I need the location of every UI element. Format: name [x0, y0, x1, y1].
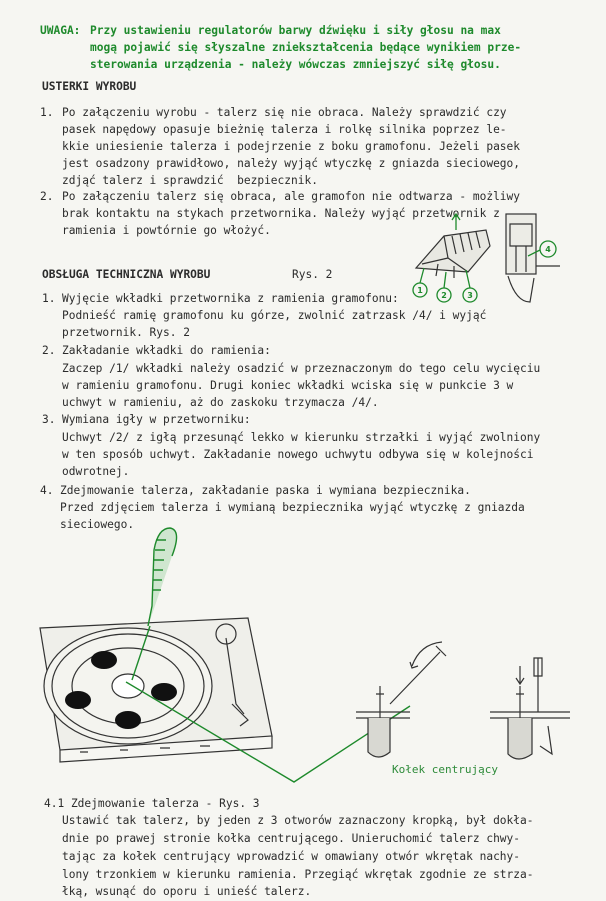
step-3-line: odwrotnej.	[62, 465, 130, 478]
step-3-line: Uchwyt /2/ z igłą przesunąć lekko w kierunku strzałki i wyjąć zwolniony	[62, 431, 541, 444]
defect-2-line: Po załączeniu talerz się obraca, ale gramofon nie odtwarza - możliwy	[62, 190, 521, 203]
step-1-title: Wyjęcie wkładki przetwornika z ramienia gramofonu:	[62, 292, 399, 305]
step-4-title: Zdejmowanie talerza, zakładanie paska i wymiana bezpiecznika.	[60, 484, 471, 497]
section-4-1-line: Ustawić tak talerz, by jeden z 3 otworów zaznaczony kropką, był dokła-	[62, 814, 534, 827]
step-2-num: 2.	[42, 344, 56, 357]
defect-1-line: jest osadzony prawidłowo, należy wyjąć wtyczkę z gniazda sieciowego,	[62, 157, 521, 170]
section-4-1-line: dnie po prawej stronie kołka centrującego. Unieruchomić talerz chwy-	[62, 832, 521, 845]
step-4-line: sieciowego.	[60, 518, 135, 531]
step-4-line: Przed zdjęciem talerza i wymianą bezpiecznika wyjąć wtyczkę z gniazda	[60, 501, 525, 514]
defect-1-line: pasek napędowy opasuje bieżnię talerza i rolkę silnika poprzez le-	[62, 123, 507, 136]
defect-2-line: brak kontaktu na stykach przetwornika. Należy wyjąć przetwornik z	[62, 207, 500, 220]
step-1-num: 1.	[42, 292, 56, 305]
section-4-1-line: łką, wsunąć do oporu i unieść talerz.	[62, 885, 312, 898]
maintenance-heading: OBSŁUGA TECHNICZNA WYROBU	[42, 268, 211, 281]
warning-label: UWAGA:	[40, 24, 81, 37]
turntable-illustration	[0, 526, 606, 796]
figure-2-reference: Rys. 2	[292, 268, 333, 281]
step-3-line: w ten sposób uchwyt. Zakładanie nowego uchwytu odbywa się w kolejności	[62, 448, 534, 461]
warning-line-1: Przy ustawieniu regulatorów barwy dźwięku i siły głosu na max	[90, 24, 501, 37]
step-1-line: przetwornik. Rys. 2	[62, 326, 190, 339]
step-2-line: Zaczep /1/ wkładki należy osadzić w przeznaczonym do tego celu wycięciu	[62, 362, 541, 375]
defect-2-num: 2.	[40, 190, 54, 203]
cartridge-illustration	[408, 206, 568, 312]
figure-caption: Kołek centrujący	[392, 763, 498, 776]
step-3-title: Wymiana igły w przetworniku:	[62, 413, 251, 426]
step-2-title: Zakładanie wkładki do ramienia:	[62, 344, 271, 357]
defects-heading: USTERKI WYROBU	[42, 80, 137, 93]
defect-2-line: ramienia i powtórnie go włożyć.	[62, 224, 271, 237]
section-4-1-line: tając za kołek centrujący wprowadzić w omawiany otwór wkrętak nachy-	[62, 850, 521, 863]
figure-2-label-2: 2	[441, 291, 447, 300]
step-3-num: 3.	[42, 413, 56, 426]
defect-1-line: kkie uniesienie talerza i podejrzenie z boku gramofonu. Jeżeli pasek	[62, 140, 521, 153]
section-4-1-title: 4.1 Zdejmowanie talerza - Rys. 3	[44, 797, 260, 810]
warning-line-2: mogą pojawić się słyszalne zniekształcenia będące wynikiem prze-	[90, 41, 522, 54]
section-4-1-line: lony trzonkiem w kierunku ramienia. Przegiąć wkrętak zgodnie ze strza-	[62, 868, 534, 881]
defect-1-line: zdjąć talerz i sprawdzić bezpiecznik.	[62, 174, 318, 187]
warning-line-3: sterowania urządzenia - należy wówczas zmniejszyć siłę głosu.	[90, 58, 501, 71]
figure-2-label-1: 1	[417, 286, 423, 295]
step-4-num: 4.	[40, 484, 54, 497]
step-2-line: uchwyt w ramieniu, aż do zaskoku trzymacza /4/.	[62, 396, 379, 409]
defect-1-line: Po załączeniu wyrobu - talerz się nie obraca. Należy sprawdzić czy	[62, 106, 507, 119]
figure-2-label-4: 4	[545, 245, 551, 254]
step-2-line: w ramieniu gramofonu. Drugi koniec wkładki wciska się w punkcie 3 w	[62, 379, 514, 392]
defect-1-num: 1.	[40, 106, 54, 119]
step-1-line: Podnieść ramię gramofonu ku górze, zwolnić zatrzask /4/ i wyjąć	[62, 309, 487, 322]
figure-2-label-3: 3	[467, 291, 473, 300]
